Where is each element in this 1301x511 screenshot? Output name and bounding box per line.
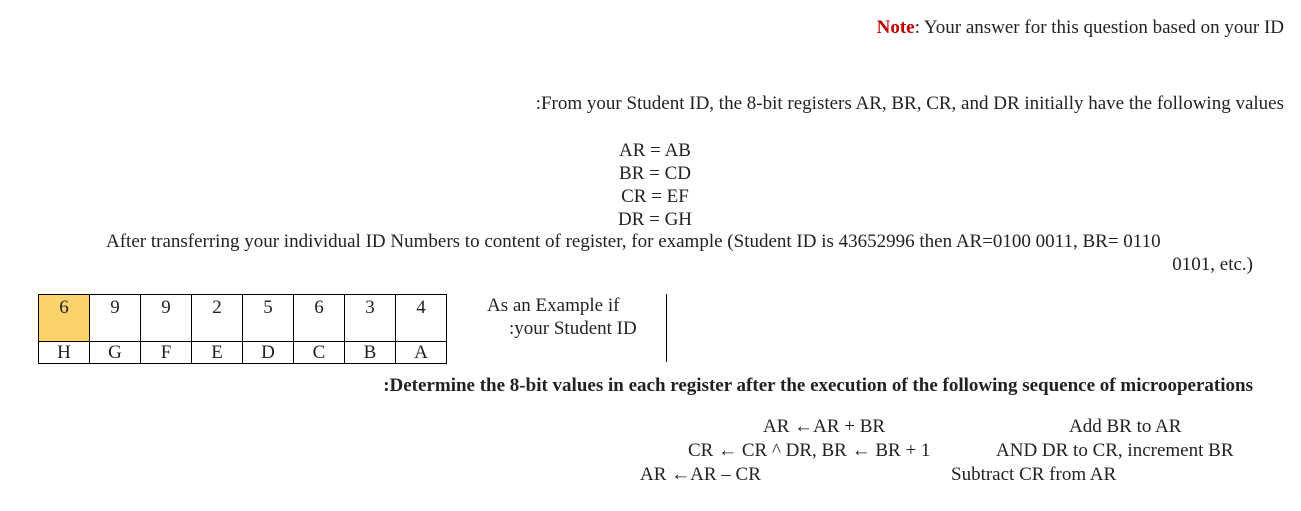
digit-cell: 2 <box>192 295 243 342</box>
microop-3-desc: Subtract CR from AR <box>951 464 1117 485</box>
digit-cell: 5 <box>243 295 294 342</box>
letter-cell: A <box>396 342 447 364</box>
microop-1-desc: Add BR to AR <box>1069 416 1182 437</box>
intro-text: :From your Student ID, the 8-bit registers AR, BR, CR, and DR initially have the following values <box>535 93 1284 114</box>
divider-line <box>666 294 667 362</box>
digit-cell: 6 <box>39 295 90 342</box>
transfer-line-2: 0101, etc.) <box>1172 254 1253 275</box>
microop-2: CR ← CR ^ DR, BR ← BR + 1 <box>688 440 931 461</box>
digit-cell: 4 <box>396 295 447 342</box>
microop-2-desc: AND DR to CR, increment BR <box>996 440 1234 461</box>
register-cr: CR = EF <box>621 186 689 207</box>
letter-cell: F <box>141 342 192 364</box>
letter-cell: H <box>39 342 90 364</box>
digit-cell: 6 <box>294 295 345 342</box>
register-list <box>560 139 750 231</box>
microop-3: AR ←AR – CR <box>640 464 761 485</box>
note-line <box>877 17 1284 39</box>
letter-cell: B <box>345 342 396 364</box>
letter-cell: G <box>90 342 141 364</box>
digit-row <box>39 295 447 342</box>
register-ar: AR = AB <box>619 140 691 161</box>
register-dr: DR = GH <box>617 209 693 230</box>
transfer-line-1: After transferring your individual ID Numbers to content of register, for example (Student ID is 43652996 then AR=0100 0011, BR= 0110 <box>106 231 1161 252</box>
example-line-1: As an Example if <box>487 295 620 316</box>
note-text: : Your answer for this question based on your ID <box>914 17 1284 38</box>
letter-row <box>39 342 447 364</box>
letter-cell: C <box>294 342 345 364</box>
example-line-2: :your Student ID <box>509 318 637 339</box>
note-label: Note <box>876 17 915 38</box>
digit-cell: 9 <box>141 295 192 342</box>
determine-text: :Determine the 8-bit values in each register after the execution of the following sequence of microoperations <box>383 375 1253 396</box>
letter-cell: E <box>192 342 243 364</box>
microop-1: AR ←AR + BR <box>763 416 886 437</box>
letter-cell: D <box>243 342 294 364</box>
digit-cell: 9 <box>90 295 141 342</box>
register-br: BR = CD <box>619 163 691 184</box>
student-id-table <box>38 294 447 364</box>
digit-cell: 3 <box>345 295 396 342</box>
